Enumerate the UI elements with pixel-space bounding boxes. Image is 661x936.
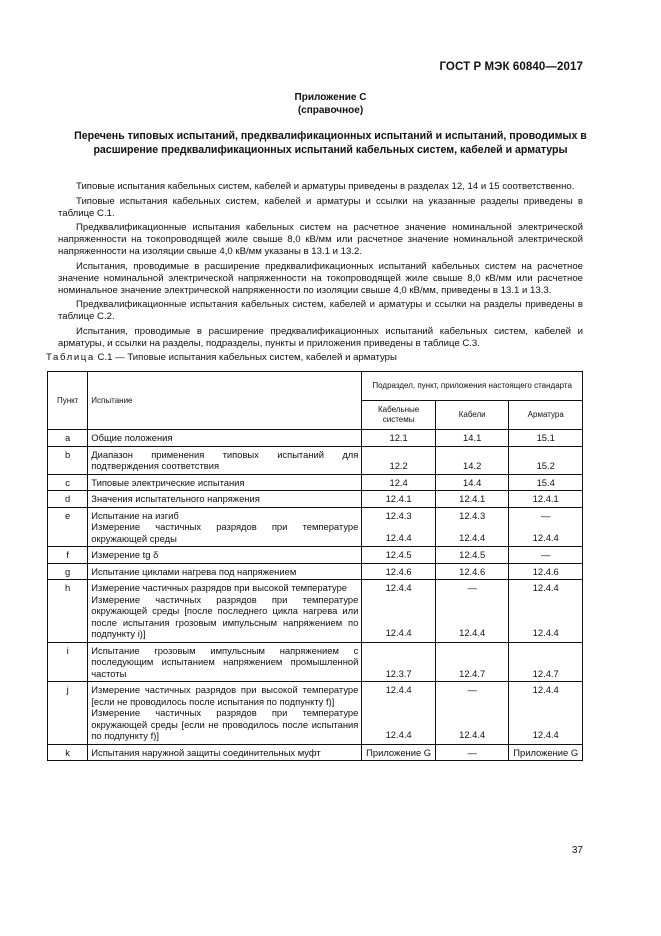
clause-ref: 12.4.4: [532, 531, 559, 543]
clause-ref: —: [467, 582, 477, 593]
row-cab: [435, 580, 509, 643]
row-index: a: [48, 430, 88, 447]
test-name: Измерение частичных разрядов при высокой температуре [если не проводилось после испытания по подпункту f)]: [91, 684, 359, 707]
clause-ref: 12.2: [389, 460, 408, 471]
clause-ref: —: [541, 549, 551, 560]
row-test: [88, 563, 362, 580]
page-number: 37: [571, 845, 583, 856]
test-name: Измерение частичных разрядов при высокой температуре: [91, 582, 348, 593]
row-index: f: [48, 547, 88, 564]
row-sys: [362, 563, 436, 580]
clause-ref: —: [467, 684, 477, 695]
clause-ref: 12.4.6: [532, 565, 559, 577]
row-cab: [435, 547, 509, 564]
header-cables: Кабели: [435, 401, 509, 430]
row-acc: [509, 446, 583, 474]
row-sys: [362, 580, 436, 643]
paragraph: Типовые испытания кабельных систем, кабелей и арматуры приведены в разделах 12, 14 и 15 соответственно.: [76, 181, 575, 192]
row-index: d: [48, 491, 88, 508]
row-sys: [362, 682, 436, 745]
clause-ref: 12.4.5: [385, 549, 412, 560]
row-test: [88, 580, 362, 643]
clause-ref: 12.4.7: [532, 667, 559, 679]
row-index: g: [48, 563, 88, 580]
row-cab: [435, 491, 509, 508]
test-name: Испытания наружной защиты соединительных муфт: [91, 746, 321, 758]
test-name: Диапазон применения типовых испытаний для подтверждения соответствия: [91, 448, 359, 471]
row-index: i: [48, 642, 88, 682]
row-sys: [362, 446, 436, 474]
row-sys: [362, 642, 436, 682]
clause-ref: 12.4.3: [385, 509, 412, 521]
row-test: [88, 642, 362, 682]
row-sys: [362, 744, 436, 761]
annex-note: (справочное): [297, 105, 364, 116]
clause-ref: 12.4.4: [385, 684, 412, 695]
table-row: [48, 507, 583, 547]
clause-ref: Приложение G: [366, 746, 432, 758]
row-acc: [509, 491, 583, 508]
table-row: [48, 744, 583, 761]
test-name: Испытание циклами нагрева под напряжением: [91, 565, 297, 577]
clause-ref: 12.4.4: [385, 627, 412, 638]
paragraph: Испытания, проводимые в расширение предквалификационных испытаний кабельных систем, кабелей и арматуры, и ссылки на разделы, подразделы, пункты и приложения приведены в таблице С.3.: [58, 325, 583, 349]
body-text: [58, 181, 583, 352]
row-index: k: [48, 744, 88, 761]
row-cab: [435, 563, 509, 580]
row-cab: [435, 474, 509, 491]
section-title: Перечень типовых испытаний, предквалификационных испытаний и испытаний, проводимых в расширение предквалификационных испытаний кабельных систем, кабелей и арматуры: [74, 130, 587, 156]
row-sys: [362, 430, 436, 447]
header-systems: Кабельные системы: [362, 401, 436, 430]
clause-ref: 12.4.6: [459, 565, 486, 577]
row-cab: [435, 682, 509, 745]
clause-ref: 12.4.4: [459, 627, 486, 638]
row-acc: [509, 682, 583, 745]
clause-ref: 12.4.4: [385, 729, 412, 740]
clause-ref: 12.4.1: [385, 493, 412, 504]
table-row: [48, 642, 583, 682]
clause-ref: 12.4.1: [532, 493, 559, 504]
header-accessories: Арматура: [509, 401, 583, 430]
clause-ref: 12.4.4: [532, 582, 559, 593]
clause-ref: 14.4: [463, 476, 482, 488]
test-name: Испытание грозовым импульсным напряжением с последующим испытанием напряжением промышленной частоты: [91, 644, 359, 679]
row-test: [88, 744, 362, 761]
clause-ref: Приложение G: [513, 746, 579, 758]
test-name: Измерение частичных разрядов при температуре окружающей среды [после последнего цикла нагрева или после испытания грозовым импульсным напряжением по подпункту i)]: [91, 593, 359, 639]
table-row: [48, 446, 583, 474]
row-index: b: [48, 446, 88, 474]
header-item: Пункт: [48, 372, 88, 430]
row-index: e: [48, 507, 88, 547]
row-index: c: [48, 474, 88, 491]
row-index: h: [48, 580, 88, 643]
clause-ref: 12.4.7: [459, 667, 486, 679]
row-acc: [509, 580, 583, 643]
row-acc: [509, 642, 583, 682]
clause-ref: 15.2: [536, 460, 555, 471]
clause-ref: 12.3.7: [385, 667, 412, 679]
tests-table: [47, 371, 583, 761]
clause-ref: 12.4.4: [385, 582, 412, 593]
header-test: Испытание: [88, 372, 362, 430]
row-cab: [435, 744, 509, 761]
clause-ref: 14.2: [463, 460, 482, 471]
test-name: Типовые электрические испытания: [91, 476, 245, 488]
paragraph: Испытания, проводимые в расширение предквалификационных испытаний кабельных систем на расчетное значение номинальной электрической напряженности на токопроводящей жиле свыше 8,0 кВ/мм или расчетное номинальное значение электрической напряженности по изоляции свыше 4,0 кВ/мм, приведены в 13.1 и 13.3.: [58, 260, 583, 296]
row-sys: [362, 547, 436, 564]
row-acc: [509, 563, 583, 580]
table-row: [48, 563, 583, 580]
clause-ref: 12.4.1: [459, 493, 486, 504]
clause-ref: 12.4.5: [459, 549, 486, 560]
table-caption: [46, 352, 397, 363]
row-index: j: [48, 682, 88, 745]
row-test: [88, 430, 362, 447]
row-test: [88, 547, 362, 564]
row-acc: [509, 744, 583, 761]
row-cab: [435, 507, 509, 547]
row-sys: [362, 507, 436, 547]
row-cab: [435, 446, 509, 474]
clause-ref: 14.1: [463, 432, 482, 443]
table-caption-prefix: Таблица: [46, 352, 95, 363]
clause-ref: 12.4.4: [385, 531, 412, 543]
clause-ref: 12.4.4: [532, 684, 559, 695]
row-cab: [435, 642, 509, 682]
table-row: [48, 430, 583, 447]
paragraph: Предквалификационные испытания кабельных систем на расчетное значение номинальной электрической напряженности на токопроводящей жиле свыше 8,0 кВ/мм или расчетное значение номинальной электрической напряженности на изоляции свыше 4,0 кВ/мм указаны в 13.1 и 13.2.: [58, 222, 583, 257]
table-caption-text: С.1 — Типовые испытания кабельных систем, кабелей и арматуры: [97, 352, 397, 363]
row-acc: [509, 507, 583, 547]
test-name: Измерение tg δ: [91, 549, 159, 560]
test-name: Измерение частичных разрядов при температуре окружающей среды: [91, 521, 359, 544]
table-row: [48, 474, 583, 491]
row-test: [88, 682, 362, 745]
row-acc: [509, 430, 583, 447]
clause-ref: —: [541, 509, 551, 521]
paragraph: Предквалификационные испытания кабельных систем, кабелей и арматуры и ссылки на разделы приведены в таблице С.2.: [58, 299, 583, 322]
clause-ref: —: [467, 746, 477, 758]
clause-ref: 12.4.4: [532, 627, 559, 638]
test-name: Испытание на изгиб: [91, 509, 179, 521]
clause-ref: 12.4.6: [385, 565, 412, 577]
clause-ref: 12.1: [389, 432, 408, 443]
annex-title: Приложение С: [294, 92, 367, 103]
table-row: [48, 547, 583, 564]
table-row: [48, 491, 583, 508]
clause-ref: 12.4.4: [459, 531, 486, 543]
row-acc: [509, 474, 583, 491]
row-test: [88, 491, 362, 508]
clause-ref: 12.4.4: [459, 729, 486, 740]
row-sys: [362, 474, 436, 491]
clause-ref: 12.4.4: [532, 729, 559, 740]
clause-ref: 12.4.3: [459, 509, 486, 521]
clause-ref: 15.1: [536, 432, 555, 443]
paragraph: Типовые испытания кабельных систем, кабелей и арматуры и ссылки на указанные разделы приведены в таблице С.1.: [58, 195, 583, 219]
standard-header: ГОСТ Р МЭК 60840—2017: [439, 61, 583, 73]
test-name: Общие положения: [91, 432, 173, 443]
row-sys: [362, 491, 436, 508]
row-test: [88, 507, 362, 547]
test-name: Значения испытательного напряжения: [91, 493, 260, 504]
test-name: Измерение частичных разрядов при температуре окружающей среды [если не проводилось после испытания по подпункту f)]: [91, 707, 359, 741]
clause-ref: 12.4: [389, 476, 408, 488]
row-test: [88, 474, 362, 491]
row-test: [88, 446, 362, 474]
table-row: [48, 580, 583, 643]
clause-ref: 15.4: [536, 476, 555, 488]
table-row: [48, 682, 583, 745]
row-acc: [509, 547, 583, 564]
header-group: Подраздел, пункт, приложения настоящего стандарта: [362, 372, 583, 401]
row-cab: [435, 430, 509, 447]
